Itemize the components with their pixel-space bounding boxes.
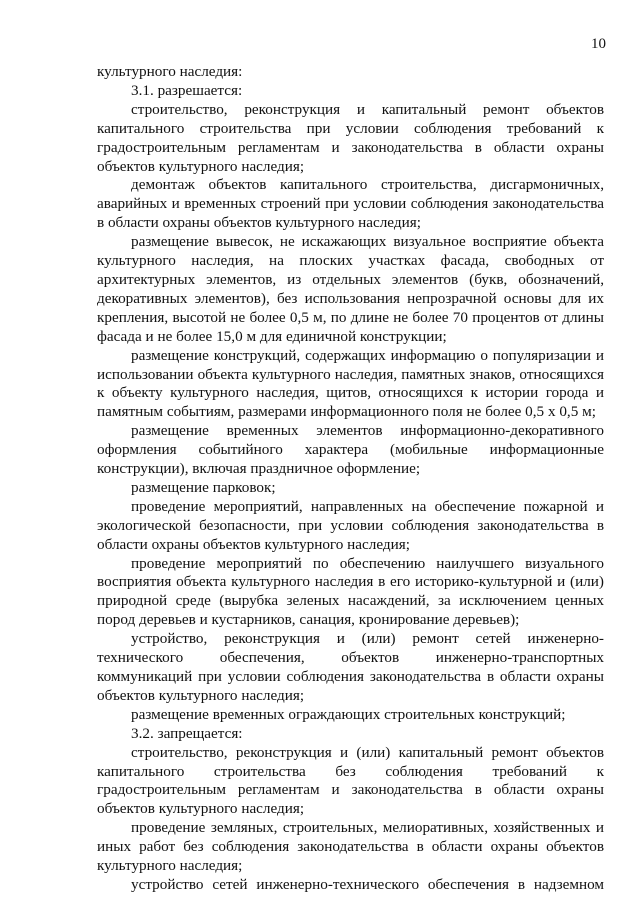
paragraph: устройство, реконструкция и (или) ремонт сетей инженерно-технического обеспечения, объектов инженерно-транспортных коммуникаций при условии соблюдения законодательства в области охраны объектов культурного наследия; [97, 630, 604, 704]
paragraph: проведение мероприятий по обеспечению наилучшего визуального восприятия объекта культурного наследия в его историко-культурной и (или) природной среде (вырубка зеленых насаждений, за исключением ценных пород деревьев и кустарников, санация, кронирование деревьев); [97, 554, 604, 629]
document-text [97, 63, 604, 895]
paragraph: размещение вывесок, не искажающих визуальное восприятие объекта культурного наследия, на плоских участках фасада, свободных от архитектурных элементов, из отдельных элементов (букв, обозначений, декоративных элементов), без использования непрозрачной основы для их крепления, высотой не более 0,5 м, по длине не более 70 процентов от длины фасада и не более 15,0 м для единичной конструкции; [97, 233, 604, 345]
paragraph: строительство, реконструкция и капитальный ремонт объектов капитального строительства при условии соблюдения требований к градостроительным регламентам и законодательства в области охраны объектов культурного наследия; [97, 100, 604, 175]
paragraph: строительство, реконструкция и (или) капитальный ремонт объектов капитального строительства без соблюдения требований к градостроительным регламентам и законодательства в области охраны объектов культурного наследия; [97, 743, 604, 818]
paragraph: размещение парковок; [131, 478, 276, 496]
paragraph: культурного наследия: [97, 63, 243, 80]
paragraph: размещение временных элементов информационно-декоративного оформления событийного характера (мобильные информационные конструкции), включая праздничное оформление; [97, 422, 604, 478]
paragraph: демонтаж объектов капитального строительства, дисгармоничных, аварийных и временных строений при условии соблюдения законодательства в области охраны объектов культурного наследия; [97, 176, 604, 232]
section-heading-3-1: 3.1. разрешается: [131, 81, 243, 99]
paragraph: устройство сетей инженерно-технического обеспечения в надземном [131, 875, 604, 893]
paragraph: проведение мероприятий, направленных на обеспечение пожарной и экологической безопасности, при условии соблюдения законодательства в области охраны объектов культурного наследия; [97, 497, 604, 553]
paragraph: размещение конструкций, содержащих информацию о популяризации и использовании объекта культурного наследия, памятных знаков, относящихся к объекту культурного наследия, щитов, относящихся к истории города и памятным событиям, размерами информационного поля не более 0,5 х 0,5 м; [97, 346, 604, 421]
paragraph: размещение временных ограждающих строительных конструкций; [131, 705, 566, 723]
paragraph: проведение земляных, строительных, мелиоративных, хозяйственных и иных работ без соблюдения законодательства в области охраны объектов культурного наследия; [97, 819, 604, 875]
page-number: 10 [591, 36, 606, 52]
section-heading-3-2: 3.2. запрещается: [131, 724, 243, 742]
